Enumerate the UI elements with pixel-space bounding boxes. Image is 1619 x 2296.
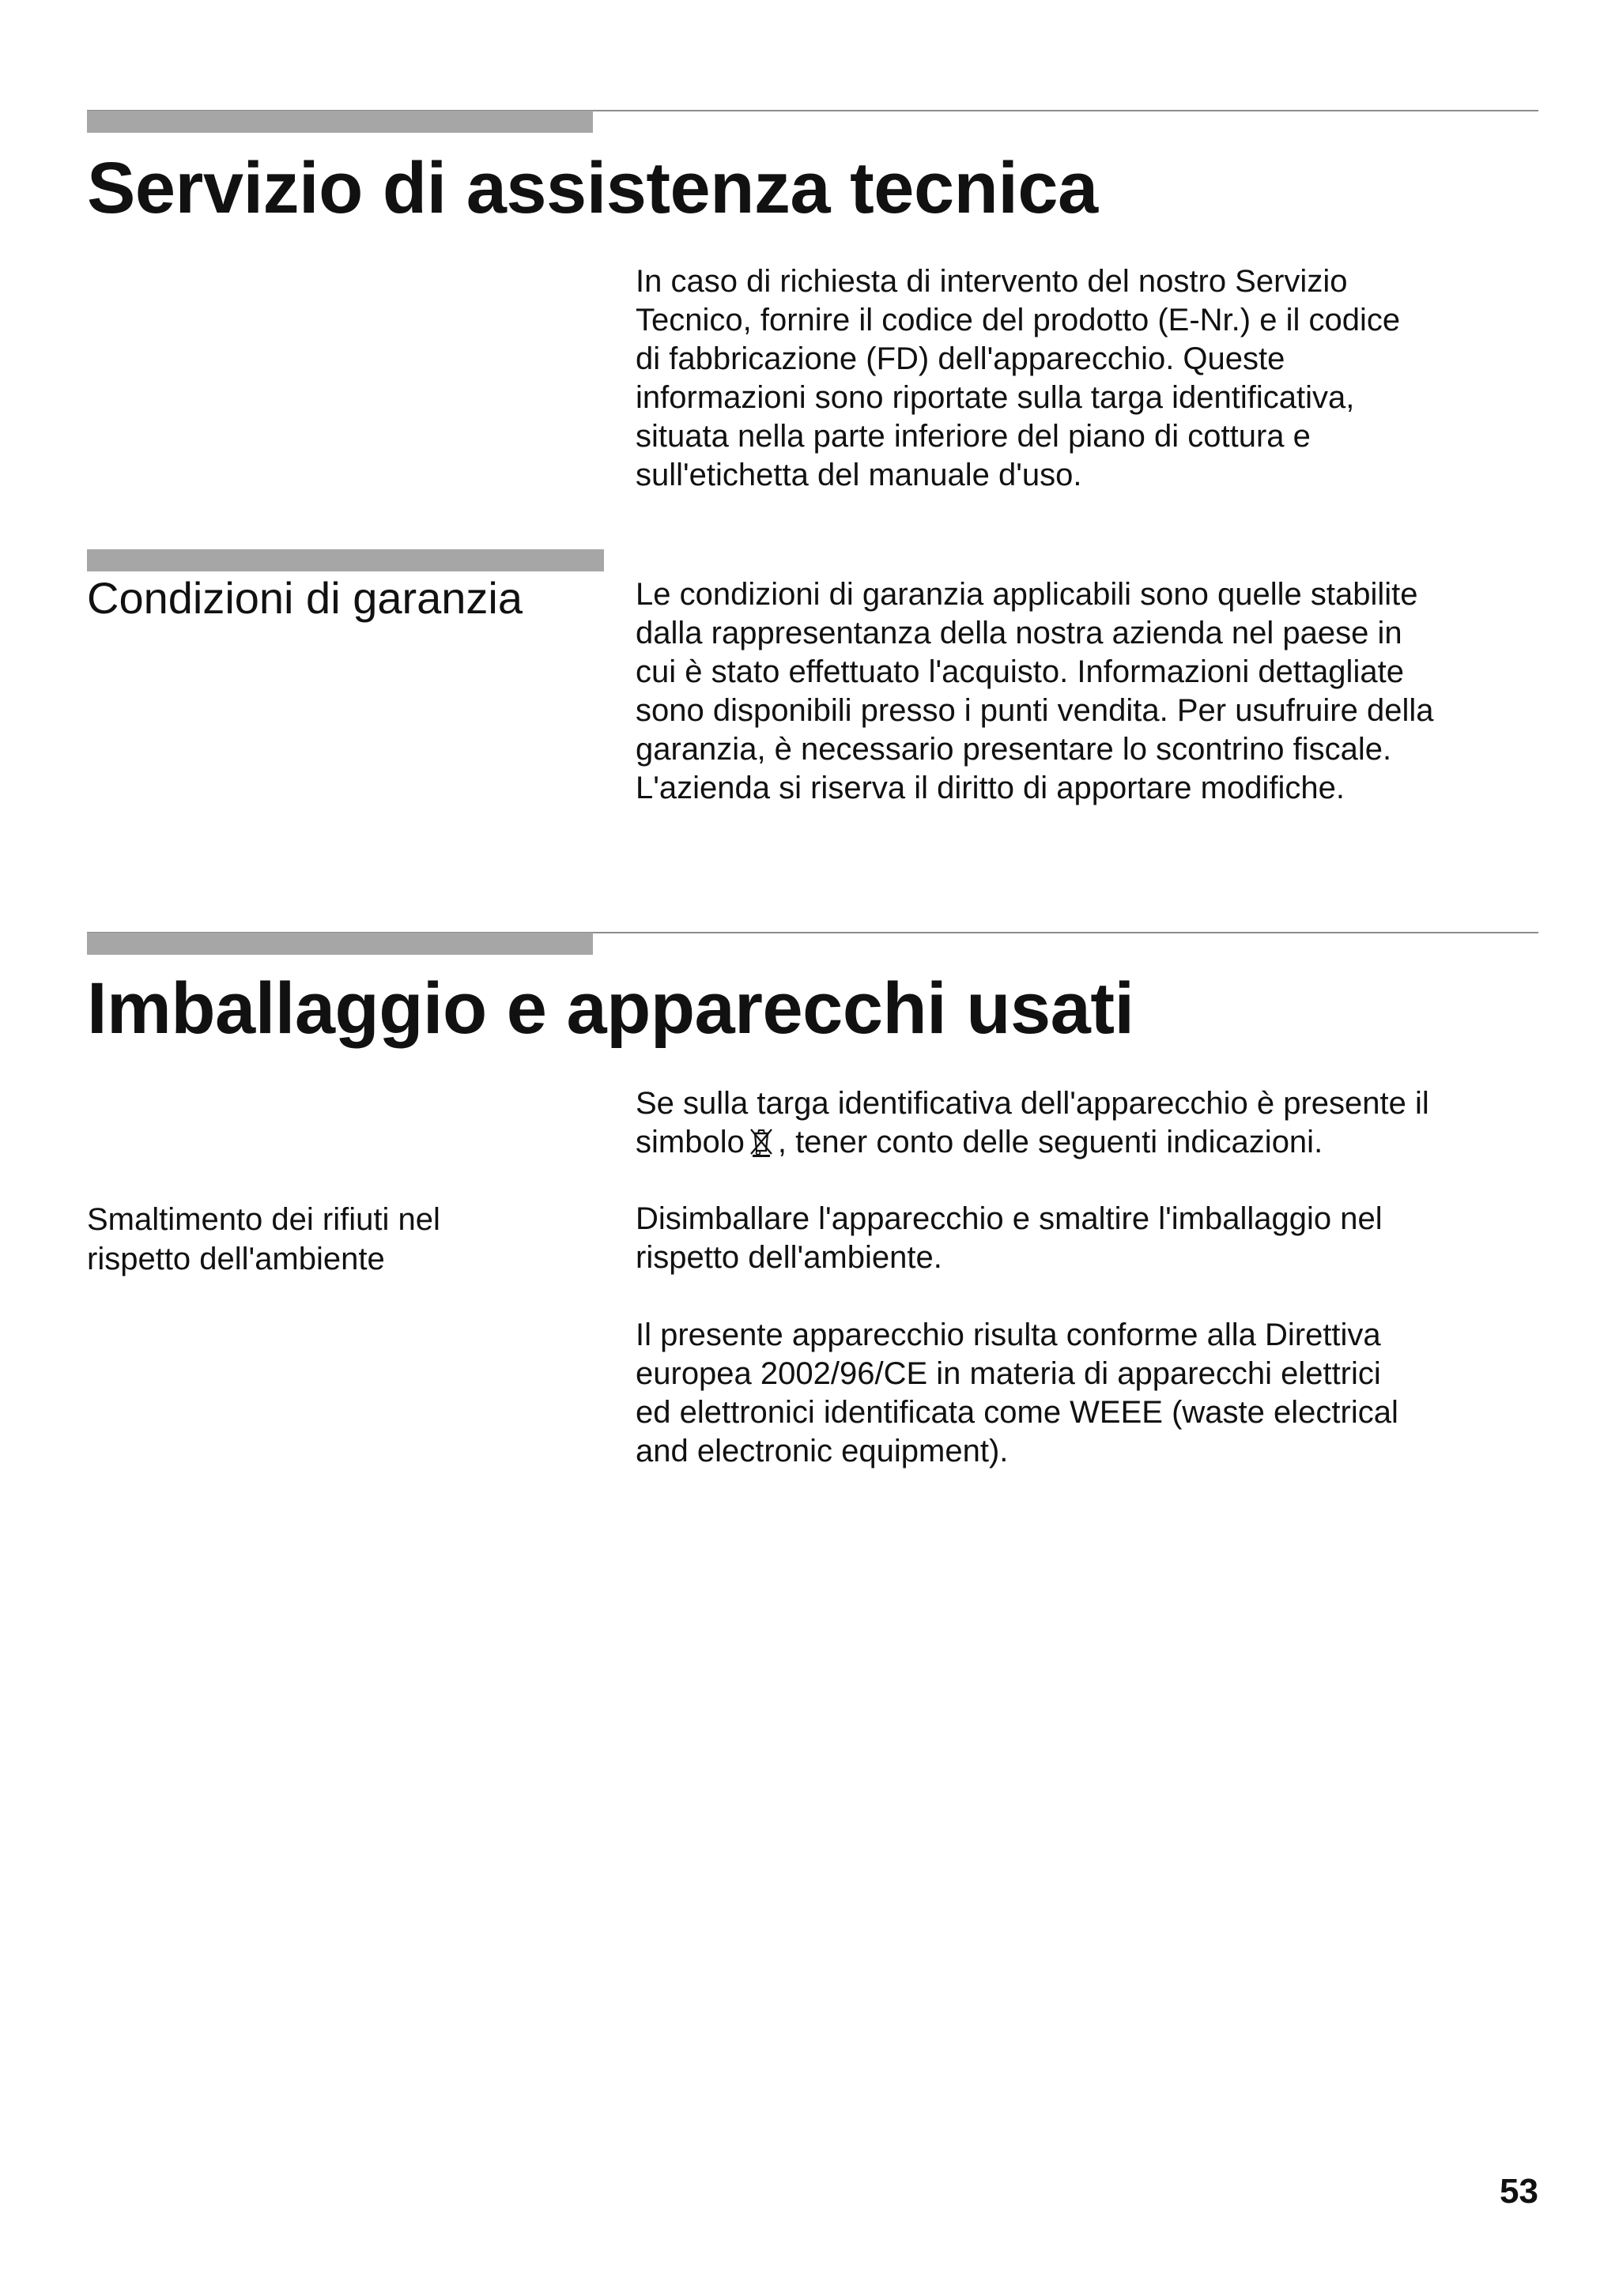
text-line: rispetto dell'ambiente xyxy=(87,1242,385,1276)
section-divider-bar xyxy=(87,111,593,133)
text-line: ed elettronici identificata come WEEE (waste electrical xyxy=(636,1395,1398,1430)
section-divider-bar xyxy=(87,933,593,955)
weee-paragraph xyxy=(636,1316,1545,1471)
text-line: Il presente apparecchio risulta conforme alla Direttiva xyxy=(636,1318,1381,1352)
disposal-paragraph xyxy=(636,1200,1545,1277)
subsection-title-warranty: Condizioni di garanzia xyxy=(87,573,523,623)
text-line: di fabbricazione (FD) dell'apparecchio. Queste xyxy=(636,341,1285,376)
text-line: sono disponibili presso i punti vendita. Per usufruire della xyxy=(636,693,1434,728)
subsection-divider-bar xyxy=(87,549,604,571)
service-paragraph xyxy=(636,262,1545,495)
text-line: Le condizioni di garanzia applicabili sono quelle stabilite xyxy=(636,577,1418,612)
section-title-packaging: Imballaggio e apparecchi usati xyxy=(87,968,1134,1049)
text-line xyxy=(636,1123,1545,1167)
text-line: cui è stato effettuato l'acquisto. Informazioni dettagliate xyxy=(636,654,1404,689)
crossed-out-wheelie-bin-icon xyxy=(748,1125,775,1167)
text-line: situata nella parte inferiore del piano di cottura e xyxy=(636,419,1311,454)
packaging-intro-paragraph xyxy=(636,1084,1545,1167)
text-line: sull'etichetta del manuale d'uso. xyxy=(636,458,1082,492)
text-line: L'azienda si riserva il diritto di apportare modifiche. xyxy=(636,771,1345,805)
text-line: Smaltimento dei rifiuti nel xyxy=(87,1202,440,1237)
text-line: garanzia, è necessario presentare lo scontrino fiscale. xyxy=(636,732,1392,767)
text-line: informazioni sono riportate sulla targa identificativa, xyxy=(636,380,1355,415)
section-title-service: Servizio di assistenza tecnica xyxy=(87,148,1098,228)
text-fragment: , tener conto delle seguenti indicazioni. xyxy=(777,1125,1323,1159)
text-line: and electronic equipment). xyxy=(636,1434,1009,1468)
warranty-paragraph xyxy=(636,575,1545,808)
side-label-disposal xyxy=(87,1200,577,1279)
text-line: Se sulla targa identificativa dell'apparecchio è presente il xyxy=(636,1086,1429,1121)
text-line: dalla rappresentanza della nostra azienda nel paese in xyxy=(636,616,1402,650)
text-line: Tecnico, fornire il codice del prodotto (E-Nr.) e il codice xyxy=(636,303,1401,337)
text-fragment: simbolo xyxy=(636,1125,745,1159)
text-line: europea 2002/96/CE in materia di apparecchi elettrici xyxy=(636,1356,1381,1391)
page-number: 53 xyxy=(1500,2172,1538,2211)
text-line: Disimballare l'apparecchio e smaltire l'imballaggio nel xyxy=(636,1201,1383,1236)
text-line: In caso di richiesta di intervento del nostro Servizio xyxy=(636,264,1348,299)
text-line: rispetto dell'ambiente. xyxy=(636,1240,942,1275)
